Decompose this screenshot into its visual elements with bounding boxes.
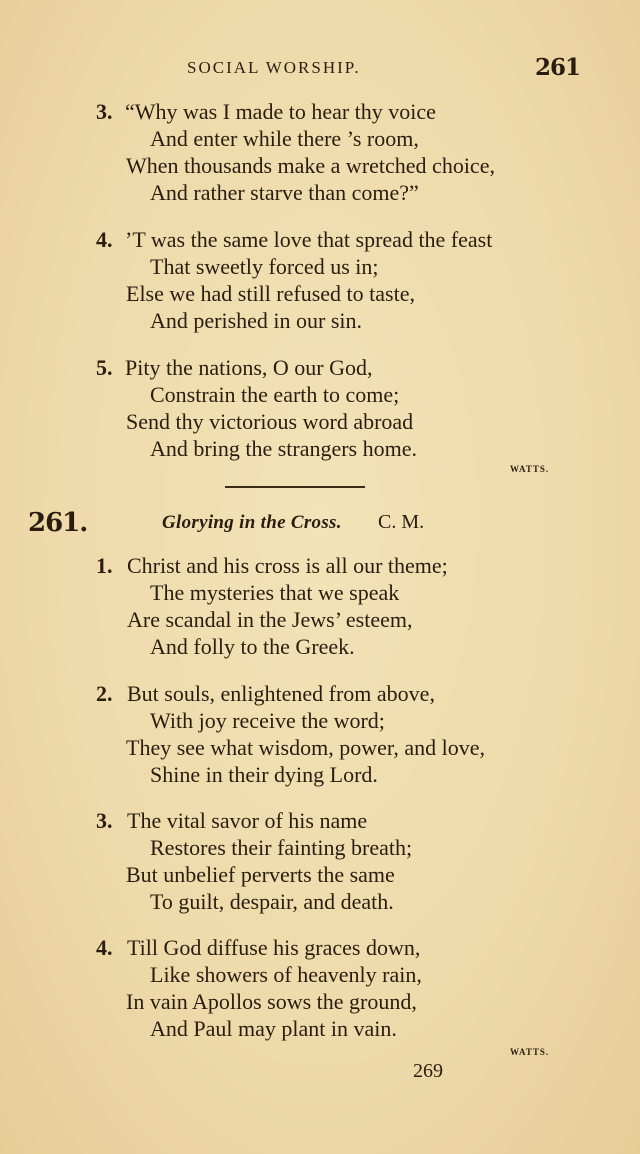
verse-line: The mysteries that we speak (150, 580, 400, 605)
verse-line: “Why was I made to hear thy voice (125, 99, 436, 124)
stanza-number: 1. (96, 553, 113, 578)
section-divider (225, 486, 365, 488)
page-number-top: 261 (535, 54, 581, 81)
verse-line: Send thy victorious word abroad (126, 409, 414, 434)
verse-line: And bring the strangers home. (150, 436, 417, 461)
verse-line: Are scandal in the Jews’ esteem, (127, 607, 413, 632)
verse-line: And enter while there ’s room, (150, 126, 419, 151)
verse-line: ’T was the same love that spread the feast (125, 227, 493, 252)
verse-line: And rather starve than come?” (150, 180, 419, 205)
stanza-number: 2. (96, 681, 113, 706)
stanza-number: 4. (96, 935, 113, 960)
stanza-number: 4. (96, 227, 113, 252)
stanza-number: 3. (96, 808, 113, 833)
page-number-bottom: 269 (413, 1060, 443, 1082)
hymn-title: Glorying in the Cross. (162, 512, 342, 533)
author-attribution: WATTS. (510, 1047, 550, 1057)
verse-line: And Paul may plant in vain. (150, 1016, 397, 1041)
verse-line: And perished in our sin. (150, 308, 363, 333)
verse-line: And folly to the Greek. (150, 634, 355, 659)
verse-line: In vain Apollos sows the ground, (126, 989, 417, 1014)
verse-line: Constrain the earth to come; (150, 382, 400, 407)
stanza-number: 3. (96, 99, 113, 124)
verse-line: But unbelief perverts the same (126, 862, 395, 887)
hymn-number: 261. (28, 508, 88, 538)
running-title: SOCIAL WORSHIP. (187, 58, 361, 77)
verse-line: Like showers of heavenly rain, (150, 962, 422, 987)
stanza-number: 5. (96, 355, 113, 380)
verse-line: They see what wisdom, power, and love, (126, 735, 485, 760)
verse-line: That sweetly forced us in; (150, 254, 379, 279)
verse-line: When thousands make a wretched choice, (126, 153, 495, 178)
author-attribution: WATTS. (510, 464, 550, 474)
verse-line: Pity the nations, O our God, (125, 355, 373, 380)
hymn-meter: C. M. (378, 511, 425, 533)
verse-line: Shine in their dying Lord. (150, 762, 378, 787)
verse-line: With joy receive the word; (150, 708, 385, 733)
verse-line: Christ and his cross is all our theme; (127, 553, 448, 578)
verse-line: The vital savor of his name (127, 808, 368, 833)
verse-line: But souls, enlightened from above, (127, 681, 435, 706)
verse-line: To guilt, despair, and death. (150, 889, 394, 914)
verse-line: Restores their fainting breath; (150, 835, 413, 860)
verse-line: Else we had still refused to taste, (126, 281, 415, 306)
verse-line: Till God diffuse his graces down, (127, 935, 421, 960)
